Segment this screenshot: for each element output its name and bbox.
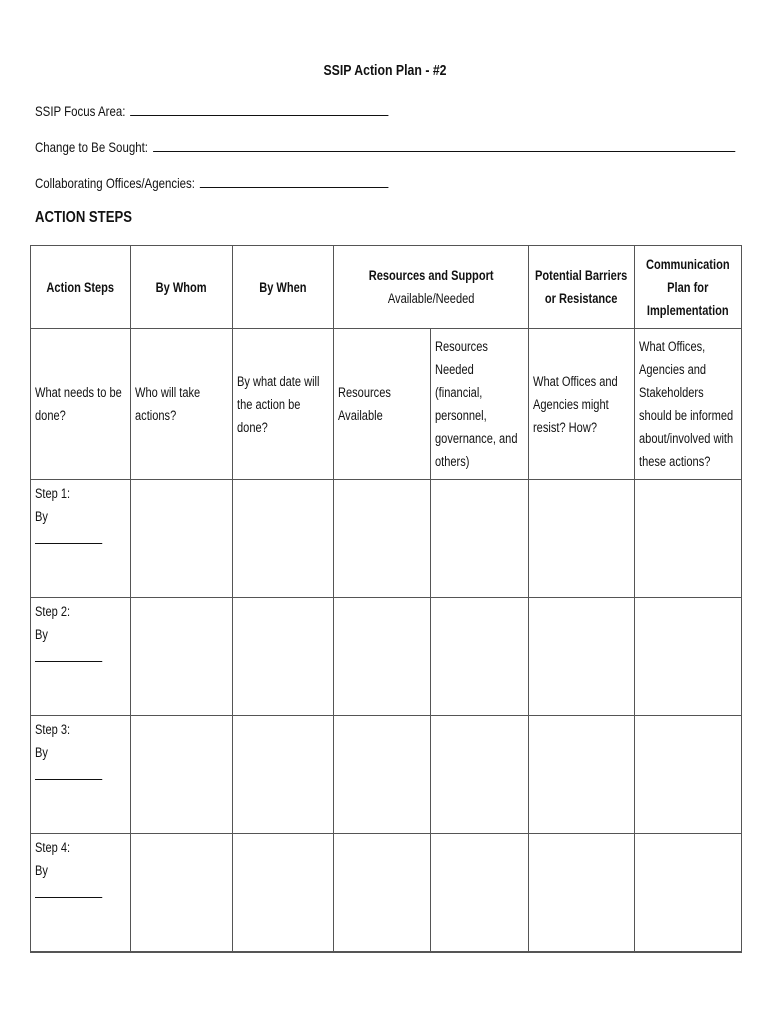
desc-action-steps: What needs to be done? [31, 329, 131, 480]
step-4-communication[interactable] [635, 834, 742, 953]
header-action-steps: Action Steps [31, 246, 131, 329]
step-date-line [35, 771, 102, 780]
table-header-row [31, 246, 742, 329]
collaborating-label: Collaborating Offices/Agencies: [35, 175, 195, 191]
step-1-resources-needed[interactable] [431, 480, 529, 598]
step-3-resources-needed[interactable] [431, 716, 529, 834]
action-plan-table [30, 245, 742, 953]
change-field [35, 137, 735, 155]
desc-communication: What Offices, Agencies and Stakeholders should be informed about/involved with these actions? [635, 329, 742, 480]
desc-barriers: What Offices and Agencies might resist? How? [529, 329, 635, 480]
step-2-by-whom[interactable] [131, 598, 233, 716]
step-row-2 [31, 598, 742, 716]
focus-area-line[interactable] [130, 101, 388, 116]
step-row-4 [31, 834, 742, 953]
header-resources [334, 246, 529, 329]
step-1-by-when[interactable] [233, 480, 334, 598]
step-date-line [35, 535, 102, 544]
step-cell[interactable]: Step 2: By [31, 598, 131, 716]
step-2-resources-needed[interactable] [431, 598, 529, 716]
step-3-by-when[interactable] [233, 716, 334, 834]
collaborating-field [35, 173, 388, 191]
header-communication: Communication Plan for Implementation [635, 246, 742, 329]
step-row-1 [31, 480, 742, 598]
desc-by-whom: Who will take actions? [131, 329, 233, 480]
table-description-row [31, 329, 742, 480]
step-4-by-when[interactable] [233, 834, 334, 953]
step-1-communication[interactable] [635, 480, 742, 598]
step-3-resources-available[interactable] [334, 716, 431, 834]
step-cell[interactable]: Step 4: By [31, 834, 131, 953]
page-title: SSIP Action Plan - #2 [323, 62, 447, 79]
step-cell[interactable]: Step 3: By [31, 716, 131, 834]
step-3-communication[interactable] [635, 716, 742, 834]
header-by-whom: By Whom [131, 246, 233, 329]
step-4-resources-available[interactable] [334, 834, 431, 953]
step-1-by-whom[interactable] [131, 480, 233, 598]
step-4-resources-needed[interactable] [431, 834, 529, 953]
step-3-barriers[interactable] [529, 716, 635, 834]
header-barriers: Potential Barriers or Resistance [529, 246, 635, 329]
step-date-line [35, 889, 102, 898]
step-row-3 [31, 716, 742, 834]
desc-resources-needed: Resources Needed (financial, personnel, governance, and others) [431, 329, 529, 480]
step-2-communication[interactable] [635, 598, 742, 716]
step-2-barriers[interactable] [529, 598, 635, 716]
header-by-when: By When [233, 246, 334, 329]
desc-resources-available: Resources Available [334, 329, 431, 480]
desc-by-when: By what date will the action be done? [233, 329, 334, 480]
collaborating-line[interactable] [200, 173, 389, 188]
header-resources-sub: Available/Needed [387, 291, 475, 306]
focus-area-label: SSIP Focus Area: [35, 103, 126, 119]
step-1-resources-available[interactable] [334, 480, 431, 598]
step-4-by-whom[interactable] [131, 834, 233, 953]
step-4-barriers[interactable] [529, 834, 635, 953]
step-2-resources-available[interactable] [334, 598, 431, 716]
header-resources-title: Resources and Support [368, 268, 494, 283]
step-3-by-whom[interactable] [131, 716, 233, 834]
section-heading: ACTION STEPS [35, 209, 132, 226]
step-2-by-when[interactable] [233, 598, 334, 716]
step-1-barriers[interactable] [529, 480, 635, 598]
focus-area-field [35, 101, 389, 119]
step-cell[interactable]: Step 1: By [31, 480, 131, 598]
step-date-line [35, 653, 102, 662]
change-label: Change to Be Sought: [35, 139, 148, 155]
change-line[interactable] [153, 137, 735, 152]
